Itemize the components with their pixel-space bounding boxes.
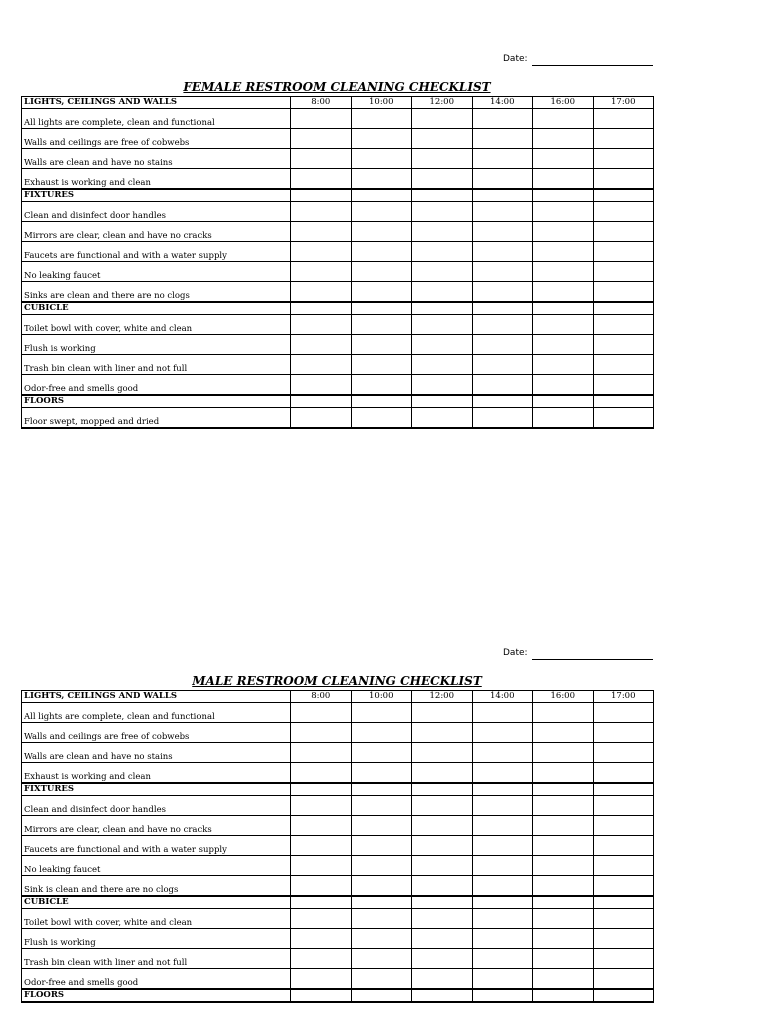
checklist-row: [22, 723, 654, 743]
check-cell[interactable]: [412, 395, 473, 408]
check-cell[interactable]: [412, 836, 473, 856]
check-cell[interactable]: [351, 783, 412, 796]
checklist-row: [22, 703, 654, 723]
check-cell[interactable]: [291, 723, 352, 743]
check-cell[interactable]: [351, 189, 412, 202]
time-column-header: 12:00: [412, 97, 473, 109]
time-column-header: 17:00: [593, 97, 654, 109]
check-cell[interactable]: [351, 703, 412, 723]
check-cell[interactable]: [412, 856, 473, 876]
check-cell[interactable]: [593, 262, 654, 282]
section-name: CUBICLE: [22, 896, 291, 909]
check-cell[interactable]: [351, 743, 412, 763]
checklist-item-label: Flush is working: [22, 929, 291, 949]
check-cell[interactable]: [351, 763, 412, 784]
check-cell[interactable]: [472, 355, 533, 375]
section-name: FIXTURES: [22, 189, 291, 202]
check-cell[interactable]: [533, 149, 594, 169]
check-cell[interactable]: [351, 222, 412, 242]
check-cell[interactable]: [351, 896, 412, 909]
check-cell[interactable]: [412, 129, 473, 149]
check-cell[interactable]: [412, 969, 473, 990]
check-cell[interactable]: [472, 335, 533, 355]
checklist-item-label: Clean and disinfect door handles: [22, 796, 291, 816]
section-header-row: [22, 783, 654, 796]
check-cell[interactable]: [472, 783, 533, 796]
checklist-item-label: All lights are complete, clean and functional: [22, 703, 291, 723]
section-name: FLOORS: [22, 395, 291, 408]
check-cell[interactable]: [412, 743, 473, 763]
check-cell[interactable]: [351, 202, 412, 222]
checklist-row: [22, 109, 654, 129]
check-cell[interactable]: [291, 355, 352, 375]
checklist-row: [22, 763, 654, 784]
check-cell[interactable]: [412, 703, 473, 723]
check-cell[interactable]: [593, 989, 654, 1002]
check-cell[interactable]: [412, 783, 473, 796]
check-cell[interactable]: [291, 282, 352, 303]
check-cell[interactable]: [412, 202, 473, 222]
check-cell[interactable]: [593, 876, 654, 897]
check-cell[interactable]: [472, 375, 533, 396]
check-cell[interactable]: [472, 703, 533, 723]
check-cell[interactable]: [412, 408, 473, 429]
check-cell[interactable]: [533, 282, 594, 303]
check-cell[interactable]: [291, 375, 352, 396]
check-cell[interactable]: [351, 302, 412, 315]
check-cell[interactable]: [533, 242, 594, 262]
checklist-row: [22, 876, 654, 897]
check-cell[interactable]: [533, 335, 594, 355]
check-cell[interactable]: [351, 856, 412, 876]
check-cell[interactable]: [472, 282, 533, 303]
check-cell[interactable]: [412, 282, 473, 303]
checklist-title: [21, 674, 653, 688]
check-cell[interactable]: [291, 408, 352, 429]
check-cell[interactable]: [472, 816, 533, 836]
check-cell[interactable]: [412, 375, 473, 396]
section-header-row: [22, 395, 654, 408]
check-cell[interactable]: [593, 335, 654, 355]
section-header-row: [22, 989, 654, 1002]
checklist-item-label: All lights are complete, clean and functional: [22, 109, 291, 129]
check-cell[interactable]: [593, 816, 654, 836]
check-cell[interactable]: [412, 949, 473, 969]
check-cell[interactable]: [593, 703, 654, 723]
check-cell[interactable]: [533, 816, 594, 836]
check-cell[interactable]: [351, 816, 412, 836]
check-cell[interactable]: [533, 909, 594, 929]
check-cell[interactable]: [533, 262, 594, 282]
check-cell[interactable]: [351, 315, 412, 335]
checklist-table: [21, 690, 654, 1003]
check-cell[interactable]: [291, 929, 352, 949]
check-cell[interactable]: [291, 149, 352, 169]
check-cell[interactable]: [412, 242, 473, 262]
check-cell[interactable]: [533, 395, 594, 408]
checklist-title-text: MALE RESTROOM CLEANING CHECKLIST: [192, 674, 482, 688]
checklist-item-label: Sinks are clean and there are no clogs: [22, 282, 291, 303]
check-cell[interactable]: [593, 189, 654, 202]
check-cell[interactable]: [291, 189, 352, 202]
check-cell[interactable]: [351, 969, 412, 990]
checklist-item-label: Faucets are functional and with a water supply: [22, 836, 291, 856]
check-cell[interactable]: [533, 202, 594, 222]
check-cell[interactable]: [291, 335, 352, 355]
checklist-row: [22, 129, 654, 149]
check-cell[interactable]: [533, 723, 594, 743]
time-column-header: 8:00: [291, 691, 352, 703]
checklist-row: [22, 149, 654, 169]
checklist-row: [22, 816, 654, 836]
section-name: FLOORS: [22, 989, 291, 1002]
checklist-row: [22, 929, 654, 949]
check-cell[interactable]: [593, 129, 654, 149]
check-cell[interactable]: [291, 856, 352, 876]
check-cell[interactable]: [412, 315, 473, 335]
check-cell[interactable]: [533, 703, 594, 723]
check-cell[interactable]: [593, 109, 654, 129]
check-cell[interactable]: [533, 355, 594, 375]
check-cell[interactable]: [472, 876, 533, 897]
check-cell[interactable]: [351, 242, 412, 262]
check-cell[interactable]: [533, 783, 594, 796]
checklist-item-label: No leaking faucet: [22, 262, 291, 282]
check-cell[interactable]: [351, 129, 412, 149]
check-cell[interactable]: [412, 876, 473, 897]
checklist-table: [21, 96, 654, 429]
check-cell[interactable]: [593, 408, 654, 429]
check-cell[interactable]: [593, 169, 654, 190]
checklist-item-label: Clean and disinfect door handles: [22, 202, 291, 222]
checklist-item-label: No leaking faucet: [22, 856, 291, 876]
check-cell[interactable]: [533, 836, 594, 856]
checklist-title-text: FEMALE RESTROOM CLEANING CHECKLIST: [183, 80, 491, 94]
checklist-item-label: Trash bin clean with liner and not full: [22, 355, 291, 375]
check-cell[interactable]: [291, 909, 352, 929]
time-column-header: 10:00: [351, 691, 412, 703]
check-cell[interactable]: [291, 302, 352, 315]
check-cell[interactable]: [593, 783, 654, 796]
check-cell[interactable]: [593, 909, 654, 929]
checklist-item-label: Odor-free and smells good: [22, 375, 291, 396]
check-cell[interactable]: [291, 949, 352, 969]
checklist-row: [22, 242, 654, 262]
check-cell[interactable]: [351, 723, 412, 743]
checklist-item-label: Walls are clean and have no stains: [22, 743, 291, 763]
checklist-row: [22, 909, 654, 929]
time-column-header: 8:00: [291, 97, 352, 109]
check-cell[interactable]: [412, 189, 473, 202]
check-cell[interactable]: [472, 989, 533, 1002]
check-cell[interactable]: [472, 315, 533, 335]
check-cell[interactable]: [472, 949, 533, 969]
check-cell[interactable]: [291, 816, 352, 836]
checklist-row: [22, 743, 654, 763]
checklist-row: [22, 315, 654, 335]
checklist-item-label: Walls and ceilings are free of cobwebs: [22, 723, 291, 743]
check-cell[interactable]: [472, 302, 533, 315]
check-cell[interactable]: [351, 149, 412, 169]
check-cell[interactable]: [472, 763, 533, 784]
checklist-row: [22, 836, 654, 856]
section-header-row: [22, 302, 654, 315]
checklist-row: [22, 796, 654, 816]
check-cell[interactable]: [472, 969, 533, 990]
check-cell[interactable]: [412, 816, 473, 836]
check-cell[interactable]: [533, 949, 594, 969]
section-name: LIGHTS, CEILINGS AND WALLS: [22, 691, 291, 703]
check-cell[interactable]: [472, 202, 533, 222]
check-cell[interactable]: [291, 202, 352, 222]
check-cell[interactable]: [472, 929, 533, 949]
check-cell[interactable]: [533, 129, 594, 149]
check-cell[interactable]: [291, 129, 352, 149]
check-cell[interactable]: [291, 876, 352, 897]
check-cell[interactable]: [291, 836, 352, 856]
check-cell[interactable]: [472, 169, 533, 190]
check-cell[interactable]: [533, 796, 594, 816]
checklist-item-label: Toilet bowl with cover, white and clean: [22, 909, 291, 929]
check-cell[interactable]: [593, 856, 654, 876]
check-cell[interactable]: [533, 929, 594, 949]
check-cell[interactable]: [472, 242, 533, 262]
checklist-item-label: Mirrors are clear, clean and have no cracks: [22, 816, 291, 836]
check-cell[interactable]: [593, 355, 654, 375]
check-cell[interactable]: [593, 743, 654, 763]
check-cell[interactable]: [291, 222, 352, 242]
check-cell[interactable]: [593, 282, 654, 303]
checklist-item-label: Flush is working: [22, 335, 291, 355]
male-checklist: [21, 646, 653, 1000]
check-cell[interactable]: [533, 189, 594, 202]
check-cell[interactable]: [533, 109, 594, 129]
date-row: [21, 646, 653, 662]
check-cell[interactable]: [472, 856, 533, 876]
check-cell[interactable]: [291, 315, 352, 335]
checklist-row: [22, 969, 654, 990]
check-cell[interactable]: [291, 703, 352, 723]
check-cell[interactable]: [351, 876, 412, 897]
time-column-header: 16:00: [533, 691, 594, 703]
checklist-row: [22, 375, 654, 396]
checklist-item-label: Exhaust is working and clean: [22, 763, 291, 784]
check-cell[interactable]: [412, 796, 473, 816]
time-column-header: 16:00: [533, 97, 594, 109]
date-field-line[interactable]: [532, 659, 653, 660]
check-cell[interactable]: [412, 149, 473, 169]
checklist-row: [22, 949, 654, 969]
check-cell[interactable]: [593, 222, 654, 242]
check-cell[interactable]: [472, 395, 533, 408]
check-cell[interactable]: [412, 909, 473, 929]
checklist-row: [22, 355, 654, 375]
checklist-row: [22, 282, 654, 303]
checklist-row: [22, 335, 654, 355]
check-cell[interactable]: [291, 395, 352, 408]
check-cell[interactable]: [593, 929, 654, 949]
check-cell[interactable]: [533, 315, 594, 335]
checklist-row: [22, 856, 654, 876]
check-cell[interactable]: [472, 909, 533, 929]
check-cell[interactable]: [472, 723, 533, 743]
check-cell[interactable]: [351, 109, 412, 129]
check-cell[interactable]: [472, 149, 533, 169]
checklist-item-label: Floor swept, mopped and dried: [22, 408, 291, 429]
check-cell[interactable]: [291, 743, 352, 763]
check-cell[interactable]: [412, 723, 473, 743]
check-cell[interactable]: [351, 836, 412, 856]
check-cell[interactable]: [291, 169, 352, 190]
checklist-item-label: Sink is clean and there are no clogs: [22, 876, 291, 897]
check-cell[interactable]: [593, 723, 654, 743]
check-cell[interactable]: [351, 929, 412, 949]
checklist-item-label: Walls and ceilings are free of cobwebs: [22, 129, 291, 149]
check-cell[interactable]: [472, 896, 533, 909]
check-cell[interactable]: [351, 909, 412, 929]
section-name: FIXTURES: [22, 783, 291, 796]
check-cell[interactable]: [412, 169, 473, 190]
check-cell[interactable]: [593, 375, 654, 396]
check-cell[interactable]: [533, 856, 594, 876]
date-field-line[interactable]: [532, 65, 653, 66]
section-header-row: [22, 189, 654, 202]
checklist-item-label: Walls are clean and have no stains: [22, 149, 291, 169]
check-cell[interactable]: [472, 743, 533, 763]
section-header-row: [22, 691, 654, 703]
check-cell[interactable]: [412, 355, 473, 375]
section-header-row: [22, 896, 654, 909]
checklist-item-label: Faucets are functional and with a water supply: [22, 242, 291, 262]
check-cell[interactable]: [291, 262, 352, 282]
checklist-item-label: Exhaust is working and clean: [22, 169, 291, 190]
check-cell[interactable]: [472, 836, 533, 856]
check-cell[interactable]: [533, 876, 594, 897]
check-cell[interactable]: [472, 796, 533, 816]
check-cell[interactable]: [351, 282, 412, 303]
check-cell[interactable]: [412, 929, 473, 949]
check-cell[interactable]: [472, 222, 533, 242]
check-cell[interactable]: [472, 109, 533, 129]
check-cell[interactable]: [472, 189, 533, 202]
check-cell[interactable]: [533, 896, 594, 909]
check-cell[interactable]: [533, 375, 594, 396]
check-cell[interactable]: [472, 262, 533, 282]
checklist-row: [22, 169, 654, 190]
check-cell[interactable]: [291, 242, 352, 262]
check-cell[interactable]: [412, 109, 473, 129]
checklist-row: [22, 202, 654, 222]
checklist-item-label: Odor-free and smells good: [22, 969, 291, 990]
check-cell[interactable]: [412, 222, 473, 242]
check-cell[interactable]: [291, 763, 352, 784]
check-cell[interactable]: [533, 743, 594, 763]
check-cell[interactable]: [533, 222, 594, 242]
female-checklist: [21, 52, 653, 427]
check-cell[interactable]: [291, 783, 352, 796]
check-cell[interactable]: [593, 836, 654, 856]
check-cell[interactable]: [351, 796, 412, 816]
check-cell[interactable]: [593, 896, 654, 909]
check-cell[interactable]: [291, 796, 352, 816]
date-row: [21, 52, 653, 68]
check-cell[interactable]: [593, 395, 654, 408]
time-column-header: 14:00: [472, 97, 533, 109]
check-cell[interactable]: [533, 408, 594, 429]
check-cell[interactable]: [533, 302, 594, 315]
check-cell[interactable]: [291, 109, 352, 129]
checklist-item-label: Mirrors are clear, clean and have no cracks: [22, 222, 291, 242]
check-cell[interactable]: [593, 315, 654, 335]
check-cell[interactable]: [412, 763, 473, 784]
check-cell[interactable]: [291, 969, 352, 990]
time-column-header: 12:00: [412, 691, 473, 703]
check-cell[interactable]: [351, 395, 412, 408]
time-column-header: 14:00: [472, 691, 533, 703]
checklist-row: [22, 222, 654, 242]
check-cell[interactable]: [291, 896, 352, 909]
time-column-header: 17:00: [593, 691, 654, 703]
checklist-row: [22, 262, 654, 282]
check-cell[interactable]: [351, 262, 412, 282]
check-cell[interactable]: [593, 242, 654, 262]
check-cell[interactable]: [351, 169, 412, 190]
checklist-item-label: Toilet bowl with cover, white and clean: [22, 315, 291, 335]
check-cell[interactable]: [351, 408, 412, 429]
time-column-header: 10:00: [351, 97, 412, 109]
check-cell[interactable]: [351, 989, 412, 1002]
check-cell[interactable]: [412, 335, 473, 355]
check-cell[interactable]: [593, 202, 654, 222]
check-cell[interactable]: [412, 989, 473, 1002]
check-cell[interactable]: [412, 262, 473, 282]
check-cell[interactable]: [472, 408, 533, 429]
date-label: Date:: [503, 54, 528, 64]
check-cell[interactable]: [412, 302, 473, 315]
section-name: CUBICLE: [22, 302, 291, 315]
check-cell[interactable]: [351, 355, 412, 375]
check-cell[interactable]: [351, 375, 412, 396]
section-header-row: [22, 97, 654, 109]
check-cell[interactable]: [533, 169, 594, 190]
check-cell[interactable]: [593, 302, 654, 315]
section-name: LIGHTS, CEILINGS AND WALLS: [22, 97, 291, 109]
check-cell[interactable]: [593, 969, 654, 990]
check-cell[interactable]: [593, 763, 654, 784]
checklist-row: [22, 408, 654, 429]
check-cell[interactable]: [351, 949, 412, 969]
check-cell[interactable]: [351, 335, 412, 355]
check-cell[interactable]: [412, 896, 473, 909]
check-cell[interactable]: [593, 796, 654, 816]
check-cell[interactable]: [593, 949, 654, 969]
check-cell[interactable]: [472, 129, 533, 149]
date-label: Date:: [503, 648, 528, 658]
check-cell[interactable]: [533, 969, 594, 990]
checklist-title: [21, 80, 653, 94]
check-cell[interactable]: [593, 149, 654, 169]
check-cell[interactable]: [533, 763, 594, 784]
check-cell[interactable]: [291, 989, 352, 1002]
checklist-item-label: Trash bin clean with liner and not full: [22, 949, 291, 969]
check-cell[interactable]: [533, 989, 594, 1002]
